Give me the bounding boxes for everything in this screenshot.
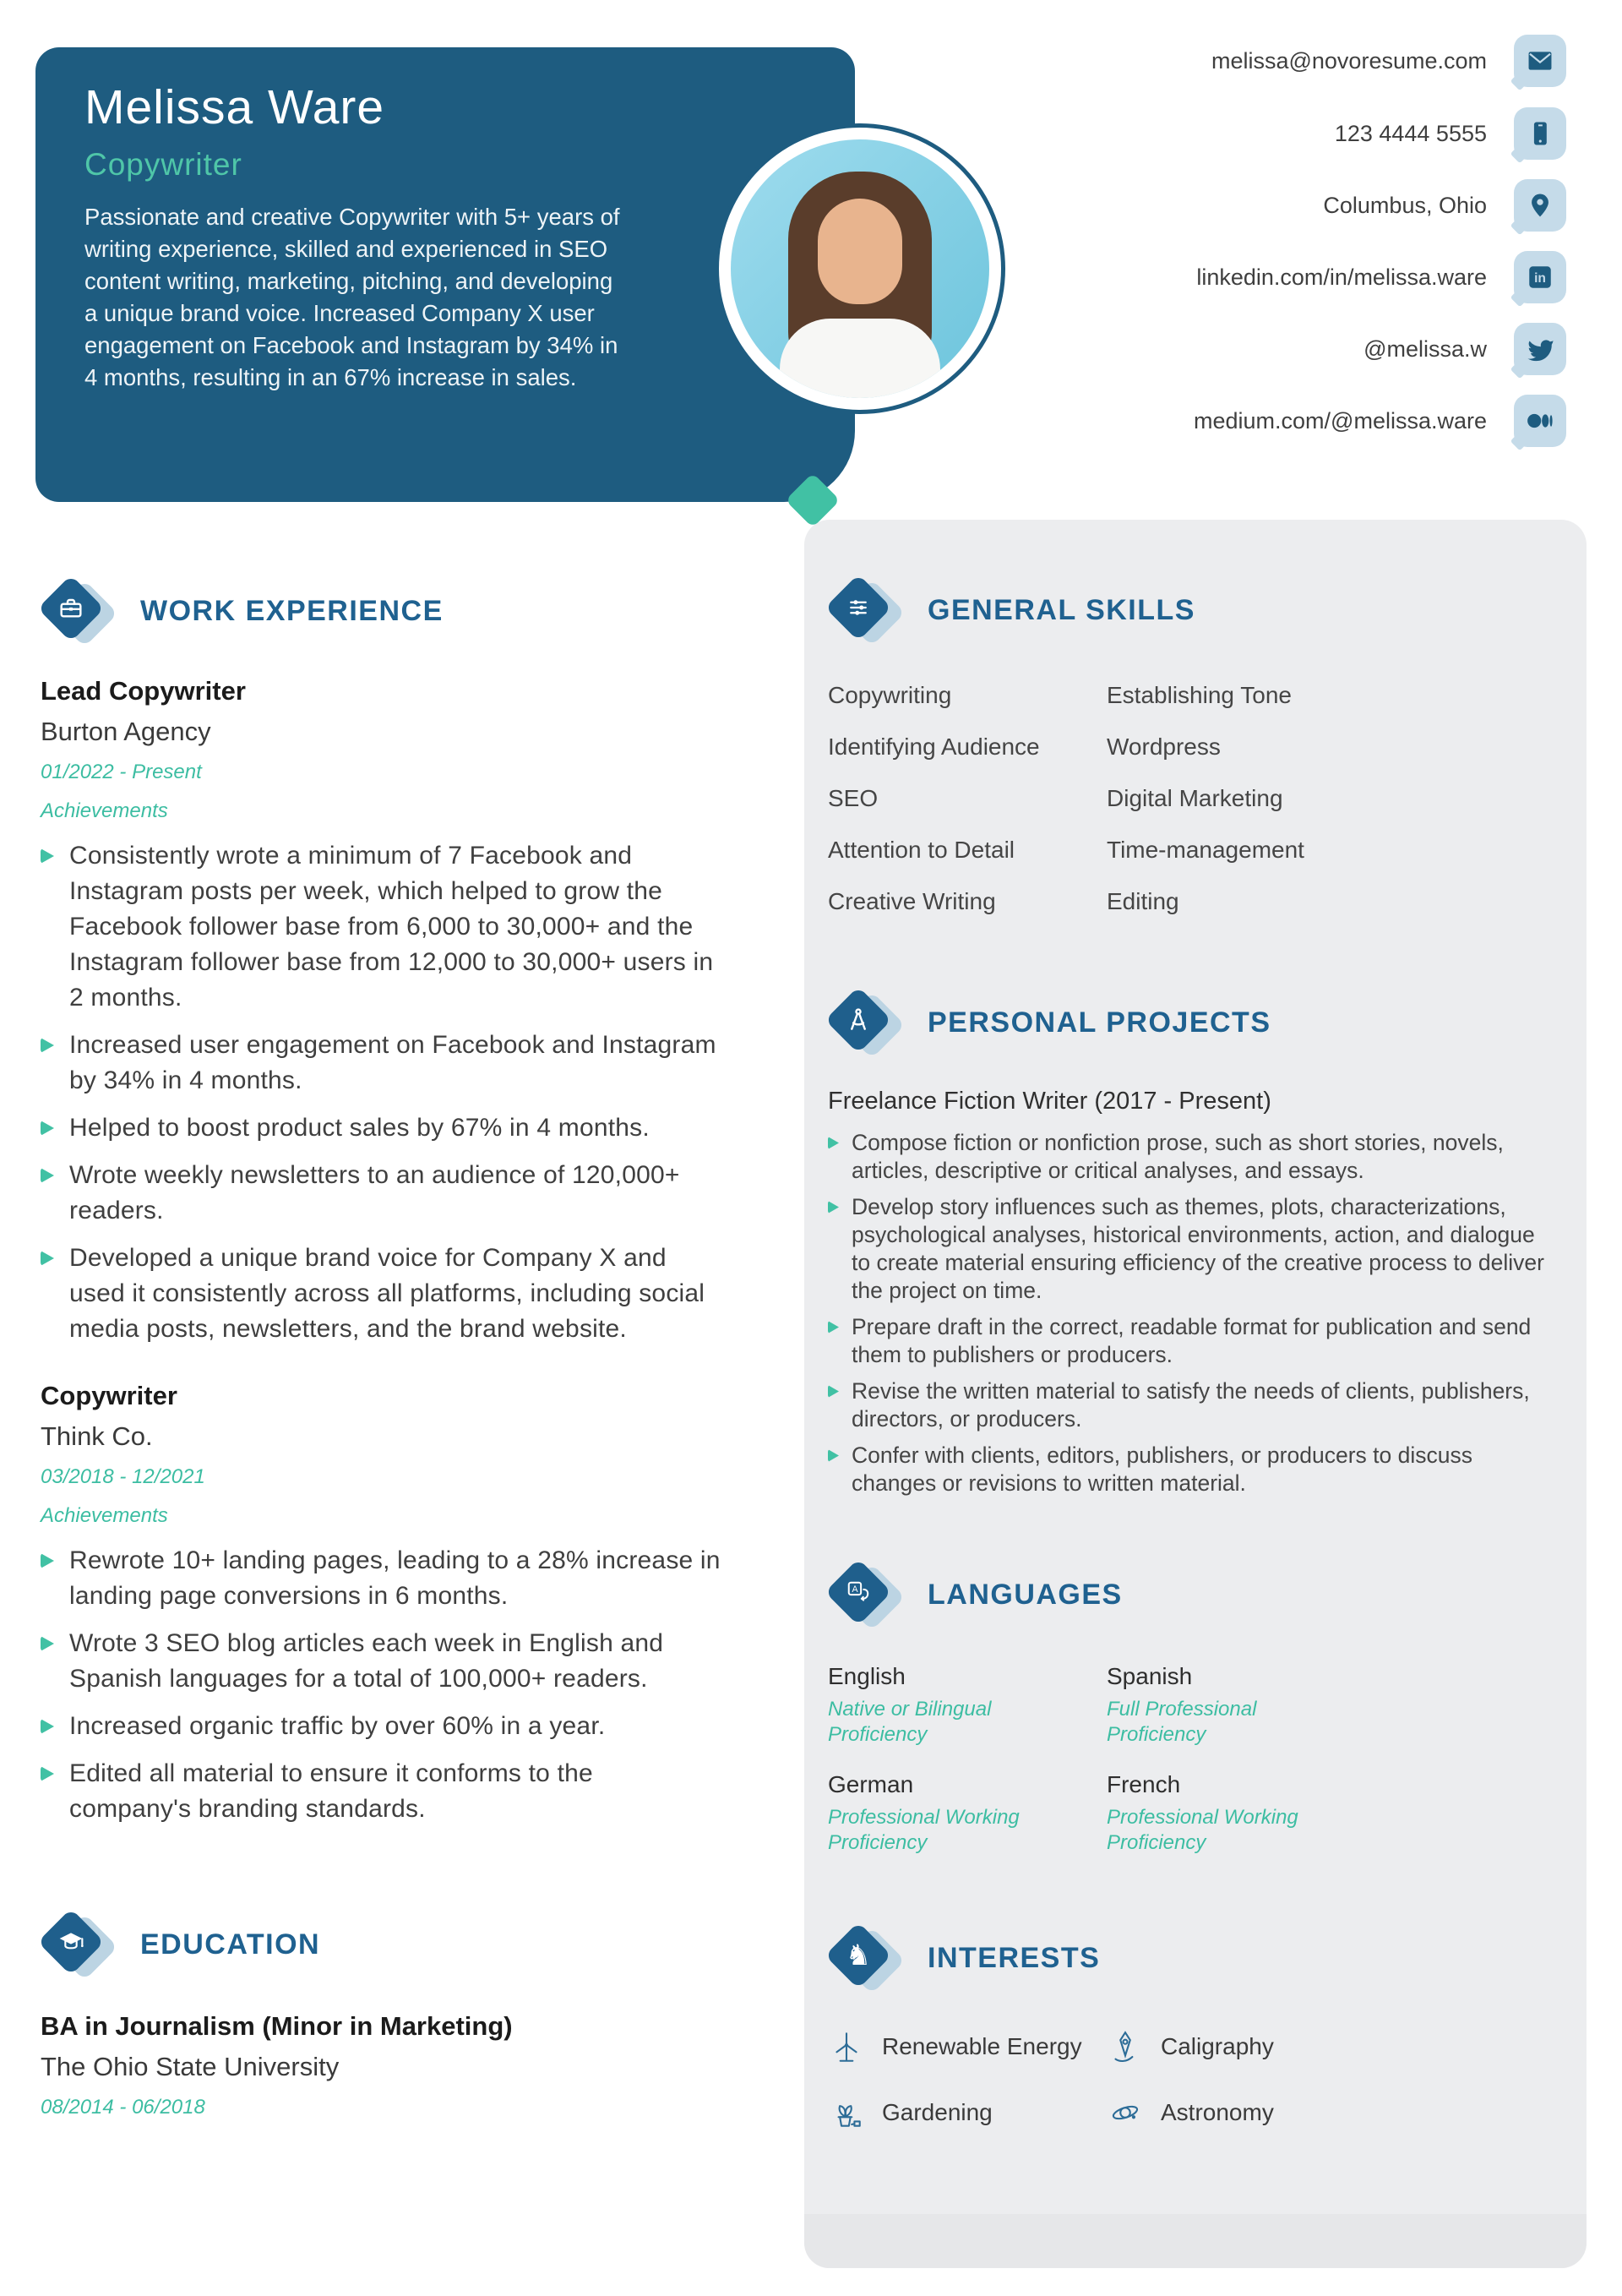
- achievement-item: Increased organic traffic by over 60% in a year.: [41, 1709, 721, 1744]
- skills-list: [828, 682, 1556, 915]
- wind-turbine-icon: [828, 2028, 865, 2065]
- contact-row-twitter: [1363, 322, 1566, 376]
- work-experience-section-header: [41, 575, 721, 647]
- skill-item: Establishing Tone: [1107, 682, 1292, 708]
- job-role: Lead Copywriter: [41, 676, 246, 706]
- interests-section-header: [828, 1922, 1556, 1994]
- job-company: Think Co.: [41, 1421, 153, 1451]
- bullet-triangle-icon: [41, 848, 54, 864]
- twitter-handle[interactable]: @melissa.w: [1363, 335, 1487, 362]
- location-icon: [1514, 179, 1566, 232]
- contact-row-location: [1323, 178, 1566, 232]
- bullet-triangle-icon: [41, 1038, 54, 1053]
- education-section-header: [41, 1908, 721, 1981]
- profile-photo-image: [731, 139, 989, 398]
- person-job-title: Copywriter: [84, 147, 242, 182]
- skill-item: Time-management: [1107, 837, 1304, 863]
- email-link[interactable]: melissa@novoresume.com: [1211, 47, 1487, 74]
- job-dates: 03/2018 - 12/2021: [41, 1465, 205, 1488]
- education-school: The Ohio State University: [41, 2052, 340, 2081]
- achievement-item: Wrote weekly newsletters to an audience of 120,000+ readers.: [41, 1158, 721, 1229]
- achievement-item: Rewrote 10+ landing pages, leading to a 28% increase in landing page conversions in 6 months.: [41, 1543, 721, 1614]
- section-title-personal-projects: PERSONAL PROJECTS: [928, 1006, 1271, 1039]
- profile-summary: Passionate and creative Copywriter with 5+ years of writing experience, skilled and experienced in SEO content writing, marketing, pitching, and developing a unique brand voice. Increased Company X user engagement on Facebook and Instagram by 34% in 4 months, resulting in an 67% increase in sales.: [84, 204, 620, 390]
- language-item: Spanish Full Professional Proficiency: [1107, 1663, 1257, 1746]
- bullet-triangle-icon: [41, 1636, 54, 1651]
- skill-item: SEO: [828, 785, 879, 811]
- translate-icon: [828, 1558, 901, 1631]
- profile-photo: [715, 123, 1005, 414]
- interests-list: [828, 2028, 1556, 2131]
- left-column: [41, 575, 721, 2119]
- achievement-item: Consistently wrote a minimum of 7 Facebook and Instagram posts per week, which helped to grow the Facebook follower base from 6,000 to 30,000+ and the Instagram follower base from 12,000 to 30,000+ users in 2 months.: [41, 838, 721, 1016]
- briefcase-icon: [41, 575, 113, 647]
- general-skills-section-header: [828, 574, 1556, 646]
- contact-row-email: [1211, 34, 1566, 88]
- section-title-work-experience: WORK EXPERIENCE: [140, 594, 444, 627]
- achievement-item: Helped to boost product sales by 67% in 4 months.: [41, 1110, 721, 1146]
- astronomy-icon: [1107, 2094, 1144, 2131]
- section-title-languages: LANGUAGES: [928, 1578, 1123, 1611]
- interest-item: Astronomy: [1107, 2094, 1556, 2131]
- bullet-triangle-icon: [828, 1385, 839, 1398]
- svg-text:in: in: [1534, 271, 1546, 286]
- bullet-triangle-icon: [41, 1719, 54, 1734]
- achievement-item: Developed a unique brand voice for Company X and used it consistently across all platforms, including social media posts, newsletters, and the brand website.: [41, 1241, 721, 1347]
- twitter-icon: [1514, 323, 1566, 375]
- bullet-triangle-icon: [828, 1201, 839, 1213]
- graduation-cap-icon: [41, 1908, 113, 1981]
- languages-section-header: [828, 1558, 1556, 1631]
- language-item: German Professional Working Proficiency: [828, 1771, 1020, 1854]
- personal-projects-section-header: [828, 986, 1556, 1059]
- person-name: Melissa Ware: [84, 80, 385, 134]
- bullet-triangle-icon: [828, 1137, 839, 1149]
- linkedin-icon: [1514, 251, 1566, 303]
- skill-item: Editing: [1107, 888, 1179, 914]
- job-dates: 01/2022 - Present: [41, 761, 202, 783]
- language-item: English Native or Bilingual Proficiency: [828, 1663, 992, 1746]
- panel-footer-strip: [804, 2214, 1587, 2268]
- linkedin-link[interactable]: linkedin.com/in/melissa.ware: [1196, 264, 1487, 290]
- bullet-triangle-icon: [828, 1449, 839, 1462]
- language-item: French Professional Working Proficiency: [1107, 1771, 1298, 1854]
- education-degree: BA in Journalism (Minor in Marketing): [41, 2011, 513, 2041]
- skill-item: Identifying Audience: [828, 734, 1040, 760]
- right-panel: [804, 520, 1587, 2268]
- interest-item: Gardening: [828, 2094, 1107, 2131]
- skills-icon: [828, 574, 901, 646]
- job-entry: [41, 1381, 721, 1827]
- job-entry: [41, 676, 721, 1347]
- skill-item: Creative Writing: [828, 888, 996, 914]
- bullet-triangle-icon: [41, 1251, 54, 1266]
- drafting-compass-icon: [828, 986, 901, 1059]
- section-title-education: EDUCATION: [140, 1928, 321, 1961]
- project-item: Compose fiction or nonfiction prose, such as short stories, novels, articles, descriptive or critical analyses, and essays.: [828, 1129, 1556, 1185]
- contact-row-medium: [1194, 394, 1566, 448]
- project-item: Confer with clients, editors, publishers, or producers to discuss changes or revisions to written material.: [828, 1442, 1556, 1497]
- achievements-label: Achievements: [41, 1504, 168, 1527]
- skill-item: Wordpress: [1107, 734, 1221, 760]
- education-dates: 08/2014 - 06/2018: [41, 2096, 205, 2119]
- bullet-triangle-icon: [828, 1321, 839, 1333]
- project-item: Develop story influences such as themes, plots, characterizations, psychological analyses, historical environments, action, and dialogue to create material ensuring efficiency of the creative process to deliver the project on time.: [828, 1193, 1556, 1305]
- medium-icon: [1514, 395, 1566, 447]
- bullet-triangle-icon: [41, 1766, 54, 1781]
- project-title: Freelance Fiction Writer (2017 - Present): [828, 1088, 1271, 1115]
- interest-item: Caligraphy: [1107, 2028, 1556, 2065]
- achievement-item: Edited all material to ensure it conforms to the company's branding standards.: [41, 1756, 721, 1827]
- project-item: Revise the written material to satisfy the needs of clients, publishers, directors, or producers.: [828, 1377, 1556, 1433]
- phone-number[interactable]: 123 4444 5555: [1334, 120, 1487, 146]
- skill-item: Digital Marketing: [1107, 785, 1283, 811]
- skill-item: Copywriting: [828, 682, 952, 708]
- bullet-triangle-icon: [41, 1168, 54, 1183]
- job-company: Burton Agency: [41, 717, 211, 746]
- svg-text:A: A: [852, 1584, 858, 1595]
- contact-row-phone: [1335, 106, 1566, 161]
- skill-item: Attention to Detail: [828, 837, 1015, 863]
- location-text: Columbus, Ohio: [1323, 192, 1487, 218]
- job-role: Copywriter: [41, 1381, 177, 1410]
- interest-item: Renewable Energy: [828, 2028, 1107, 2065]
- project-item: Prepare draft in the correct, readable format for publication and send them to publishers or producers.: [828, 1313, 1556, 1369]
- section-title-general-skills: GENERAL SKILLS: [928, 593, 1195, 626]
- achievement-item: Wrote 3 SEO blog articles each week in English and Spanish languages for a total of 100,000+ readers.: [41, 1626, 721, 1697]
- phone-icon: [1514, 107, 1566, 160]
- bullet-triangle-icon: [41, 1121, 54, 1136]
- medium-link[interactable]: medium.com/@melissa.ware: [1194, 407, 1487, 434]
- bullet-triangle-icon: [41, 1553, 54, 1568]
- languages-list: [828, 1663, 1556, 1856]
- section-title-interests: INTERESTS: [928, 1941, 1101, 1974]
- gardening-icon: [828, 2094, 865, 2131]
- calligraphy-pen-icon: [1107, 2028, 1144, 2065]
- achievements-label: Achievements: [41, 799, 168, 822]
- chess-knight-icon: ♞: [828, 1922, 901, 1994]
- contact-row-linkedin: [1196, 250, 1566, 304]
- achievement-item: Increased user engagement on Facebook and Instagram by 34% in 4 months.: [41, 1028, 721, 1099]
- email-icon: [1514, 35, 1566, 87]
